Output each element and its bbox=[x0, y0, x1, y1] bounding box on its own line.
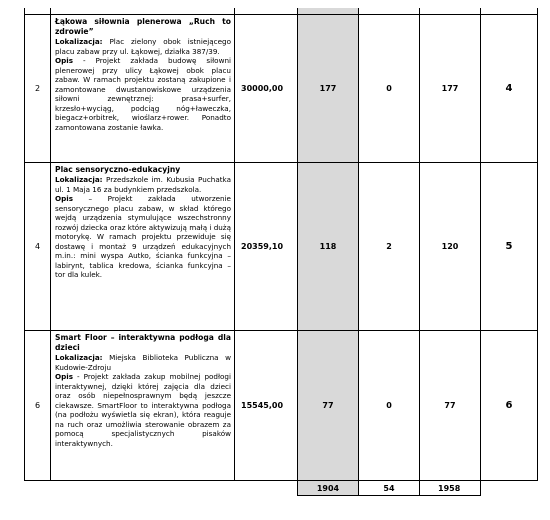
description-text: - Projekt zakłada budowę siłowni plenerowej przy ulicy Łąkowej obok placu zabaw. W ramach projektu zostaną zakupione i zamontowane dwustanowiskowe urządzenia siłowni zewnętrznej: prasa+surfer, krzesło+wyciąg, podciąg nóg+ławeczka, biegacz+orbitrek, wioślarz+rower. Ponadto zamontowana zostanie ławka. bbox=[55, 56, 231, 132]
rank: 5 bbox=[481, 163, 538, 331]
project-cost: 30000,00 bbox=[235, 15, 298, 163]
votes-column-2: 2 bbox=[359, 163, 420, 331]
project-description bbox=[51, 163, 235, 331]
votes-column-1: 118 bbox=[298, 163, 359, 331]
description-label: Opis bbox=[55, 56, 73, 65]
project-title: Plac sensoryczno-edukacyjny bbox=[55, 165, 181, 174]
votes-column-2: 0 bbox=[359, 15, 420, 163]
location-label: Lokalizacja: bbox=[55, 37, 103, 46]
table-row bbox=[25, 163, 538, 331]
location-text: Miejska Biblioteka Publiczna w Kudowie-Zdroju bbox=[55, 353, 231, 372]
location-label: Lokalizacja: bbox=[55, 175, 103, 184]
project-location bbox=[55, 37, 231, 56]
totals-row bbox=[25, 481, 538, 496]
location-text: Przedszkole im. Kubusia Puchatka ul. 1 Maja 16 za budynkiem przedszkola. bbox=[55, 175, 231, 194]
votes-column-3: 120 bbox=[420, 163, 481, 331]
votes-column-1: 77 bbox=[298, 331, 359, 481]
total-votes-column-3: 1958 bbox=[420, 481, 481, 496]
rank: 4 bbox=[481, 15, 538, 163]
votes-column-3: 77 bbox=[420, 331, 481, 481]
row-number: 2 bbox=[25, 15, 51, 163]
description-text: – Projekt zakłada utworzenie sensorycznego placu zabaw, w skład którego wejdą urządzenia stymulujące wszechstronny rozwój dziecka oraz które aktywizują małą i dużą motorykę. W ramach projektu przewiduje się dostawę i montaż 9 urządzeń edukacyjnych m.in.: mini wyspa Autko, ścianka funkcyjna – labirynt, tablica kredowa, ścianka funkcyjna – tor dla kulek. bbox=[55, 194, 231, 279]
row-number: 4 bbox=[25, 163, 51, 331]
table-row bbox=[25, 15, 538, 163]
total-votes-column-2: 54 bbox=[359, 481, 420, 496]
project-cost: 20359,10 bbox=[235, 163, 298, 331]
project-location bbox=[55, 175, 231, 194]
location-text: Plac zielony obok istniejącego placu zabaw przy ul. Łąkowej, działka 387/39. bbox=[55, 37, 231, 56]
row-number: 6 bbox=[25, 331, 51, 481]
description-text: - Projekt zakłada zakup mobilnej podłogi interaktywnej, dzięki której zajęcia dla dzieci oraz osób niepełnosprawnym będą jeszcze ciekawsze. SmartFloor to interaktywna podłoga (na podłożu wyświetla się ekran), która reaguje na ruch oraz umożliwia sterowanie obrazem za pomocą specjalistycznych pisaków interaktywnych. bbox=[55, 372, 231, 448]
description-label: Opis bbox=[55, 372, 73, 381]
projects-table bbox=[24, 8, 538, 496]
project-description bbox=[51, 331, 235, 481]
table-row bbox=[25, 331, 538, 481]
description-label: Opis bbox=[55, 194, 73, 203]
project-cost: 15545,00 bbox=[235, 331, 298, 481]
project-details bbox=[55, 372, 231, 448]
votes-column-3: 177 bbox=[420, 15, 481, 163]
project-title: Smart Floor – interaktywna podłoga dla dzieci bbox=[55, 333, 231, 352]
votes-column-2: 0 bbox=[359, 331, 420, 481]
rank: 6 bbox=[481, 331, 538, 481]
project-description bbox=[51, 15, 235, 163]
location-label: Lokalizacja: bbox=[55, 353, 103, 362]
total-votes-column-1: 1904 bbox=[298, 481, 359, 496]
project-details bbox=[55, 194, 231, 280]
project-details bbox=[55, 56, 231, 132]
project-title: Łąkowa siłownia plenerowa „Ruch to zdrowie” bbox=[55, 17, 231, 36]
votes-column-1: 177 bbox=[298, 15, 359, 163]
project-location bbox=[55, 353, 231, 372]
